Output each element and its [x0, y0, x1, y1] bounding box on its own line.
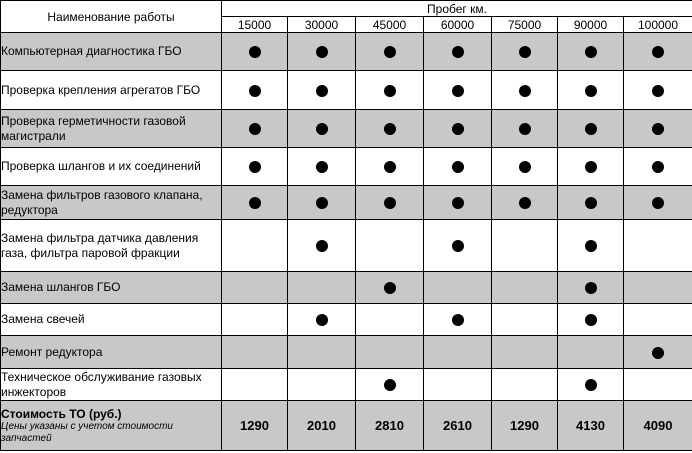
schedule-cell: [356, 304, 424, 336]
schedule-cell: [288, 272, 356, 304]
bullet-dot-icon: [384, 161, 396, 173]
schedule-cell: [288, 110, 356, 148]
schedule-cell: [356, 110, 424, 148]
schedule-cell: [288, 304, 356, 336]
bullet-dot-icon: [519, 85, 531, 97]
schedule-cell: [356, 272, 424, 304]
schedule-cell: [288, 33, 356, 71]
bullet-dot-icon: [249, 85, 261, 97]
schedule-cell: [624, 336, 692, 369]
schedule-cell: [624, 33, 692, 71]
bullet-dot-icon: [652, 46, 664, 58]
bullet-dot-icon: [585, 379, 597, 391]
header-mileage-group: Пробег км.: [222, 1, 692, 17]
schedule-cell: [492, 220, 558, 272]
schedule-cell: [492, 110, 558, 148]
task-name: Ремонт редуктора: [1, 336, 222, 369]
bullet-dot-icon: [585, 85, 597, 97]
schedule-cell: [222, 336, 288, 369]
schedule-cell: [424, 148, 492, 186]
header-mileage-cell: 100000: [624, 17, 692, 33]
schedule-cell: [424, 186, 492, 220]
schedule-cell: [288, 148, 356, 186]
schedule-cell: [492, 336, 558, 369]
header-mileage-cell: 60000: [424, 17, 492, 33]
bullet-dot-icon: [652, 197, 664, 209]
header-mileage-cell: 15000: [222, 17, 288, 33]
cost-value: 4090: [624, 401, 692, 451]
bullet-dot-icon: [384, 379, 396, 391]
bullet-dot-icon: [519, 161, 531, 173]
bullet-dot-icon: [384, 85, 396, 97]
schedule-cell: [424, 304, 492, 336]
schedule-cell: [356, 369, 424, 401]
schedule-cell: [222, 220, 288, 272]
task-name: Проверка шлангов и их соединений: [1, 148, 222, 186]
header-mileage-cell: 75000: [492, 17, 558, 33]
schedule-cell: [492, 148, 558, 186]
bullet-dot-icon: [652, 161, 664, 173]
bullet-dot-icon: [316, 46, 328, 58]
schedule-cell: [424, 336, 492, 369]
schedule-cell: [222, 110, 288, 148]
schedule-cell: [424, 272, 492, 304]
table-row: [1, 71, 692, 110]
cost-value: 2010: [288, 401, 356, 451]
schedule-cell: [356, 33, 424, 71]
schedule-cell: [288, 336, 356, 369]
table-row: [1, 336, 692, 369]
schedule-cell: [624, 304, 692, 336]
header-mileage-cell: 90000: [558, 17, 624, 33]
schedule-cell: [558, 272, 624, 304]
header-name-column: Наименование работы: [1, 1, 222, 33]
schedule-cell: [558, 220, 624, 272]
table-header: [1, 1, 692, 33]
schedule-cell: [288, 369, 356, 401]
bullet-dot-icon: [384, 46, 396, 58]
header-mileage-cell: 30000: [288, 17, 356, 33]
cost-value: 1290: [492, 401, 558, 451]
schedule-cell: [558, 369, 624, 401]
table-row: [1, 304, 692, 336]
table-row: [1, 272, 692, 304]
bullet-dot-icon: [652, 123, 664, 135]
task-name: Проверка крепления агрегатов ГБО: [1, 71, 222, 110]
bullet-dot-icon: [384, 197, 396, 209]
schedule-cell: [492, 33, 558, 71]
table-body: [1, 33, 692, 451]
schedule-cell: [288, 186, 356, 220]
cost-value: 2810: [356, 401, 424, 451]
bullet-dot-icon: [585, 46, 597, 58]
schedule-cell: [558, 110, 624, 148]
bullet-dot-icon: [585, 240, 597, 252]
schedule-cell: [222, 71, 288, 110]
bullet-dot-icon: [316, 197, 328, 209]
schedule-cell: [624, 148, 692, 186]
task-name: Компьютерная диагностика ГБО: [1, 33, 222, 71]
cost-value: 1290: [222, 401, 288, 451]
schedule-cell: [624, 110, 692, 148]
bullet-dot-icon: [316, 240, 328, 252]
schedule-cell: [222, 369, 288, 401]
schedule-cell: [424, 220, 492, 272]
schedule-cell: [492, 71, 558, 110]
table-row: [1, 186, 692, 220]
bullet-dot-icon: [249, 123, 261, 135]
bullet-dot-icon: [452, 46, 464, 58]
schedule-cell: [558, 71, 624, 110]
cost-row: [1, 401, 692, 451]
cost-value: 4130: [558, 401, 624, 451]
table-row: [1, 33, 692, 71]
bullet-dot-icon: [452, 85, 464, 97]
schedule-cell: [222, 272, 288, 304]
bullet-dot-icon: [585, 161, 597, 173]
bullet-dot-icon: [249, 161, 261, 173]
bullet-dot-icon: [519, 46, 531, 58]
cost-label-cell: [1, 401, 222, 451]
bullet-dot-icon: [585, 197, 597, 209]
schedule-cell: [222, 148, 288, 186]
bullet-dot-icon: [316, 123, 328, 135]
schedule-cell: [624, 186, 692, 220]
schedule-cell: [624, 369, 692, 401]
bullet-dot-icon: [519, 123, 531, 135]
bullet-dot-icon: [452, 197, 464, 209]
task-name: Техническое обслуживание газовых инжекторов: [1, 369, 222, 401]
schedule-cell: [356, 220, 424, 272]
bullet-dot-icon: [249, 46, 261, 58]
schedule-cell: [624, 71, 692, 110]
schedule-cell: [558, 33, 624, 71]
schedule-cell: [356, 71, 424, 110]
schedule-cell: [222, 304, 288, 336]
bullet-dot-icon: [652, 85, 664, 97]
task-name: Замена свечей: [1, 304, 222, 336]
table-row: [1, 148, 692, 186]
schedule-cell: [288, 220, 356, 272]
cost-note: Цены указаны с учетом стоимости запчастей: [1, 420, 173, 444]
schedule-cell: [424, 110, 492, 148]
schedule-cell: [492, 369, 558, 401]
schedule-cell: [558, 186, 624, 220]
task-name: Замена фильтра датчика давления газа, фильтра паровой фракции: [1, 220, 222, 272]
schedule-cell: [492, 272, 558, 304]
schedule-cell: [558, 336, 624, 369]
task-name: Замена фильтров газового клапана, редуктора: [1, 186, 222, 220]
task-name: Замена шлангов ГБО: [1, 272, 222, 304]
schedule-cell: [356, 148, 424, 186]
schedule-cell: [288, 71, 356, 110]
cost-title: Стоимость ТО (руб.): [1, 406, 122, 421]
schedule-cell: [424, 71, 492, 110]
header-mileage-cell: 45000: [356, 17, 424, 33]
table-row: [1, 110, 692, 148]
bullet-dot-icon: [249, 197, 261, 209]
schedule-cell: [492, 304, 558, 336]
bullet-dot-icon: [316, 85, 328, 97]
bullet-dot-icon: [384, 282, 396, 294]
bullet-dot-icon: [519, 197, 531, 209]
bullet-dot-icon: [585, 314, 597, 326]
bullet-dot-icon: [316, 161, 328, 173]
bullet-dot-icon: [452, 240, 464, 252]
table-row: [1, 220, 692, 272]
bullet-dot-icon: [452, 314, 464, 326]
bullet-dot-icon: [652, 347, 664, 359]
bullet-dot-icon: [452, 123, 464, 135]
schedule-cell: [424, 369, 492, 401]
schedule-cell: [222, 33, 288, 71]
bullet-dot-icon: [585, 282, 597, 294]
schedule-cell: [356, 186, 424, 220]
schedule-cell: [558, 148, 624, 186]
schedule-cell: [558, 304, 624, 336]
bullet-dot-icon: [316, 314, 328, 326]
schedule-cell: [356, 336, 424, 369]
bullet-dot-icon: [384, 123, 396, 135]
table-row: [1, 369, 692, 401]
bullet-dot-icon: [585, 123, 597, 135]
schedule-cell: [624, 220, 692, 272]
cost-value: 2610: [424, 401, 492, 451]
schedule-cell: [222, 186, 288, 220]
bullet-dot-icon: [452, 161, 464, 173]
task-name: Проверка герметичности газовой магистрали: [1, 110, 222, 148]
schedule-cell: [424, 33, 492, 71]
schedule-cell: [492, 186, 558, 220]
schedule-cell: [624, 272, 692, 304]
